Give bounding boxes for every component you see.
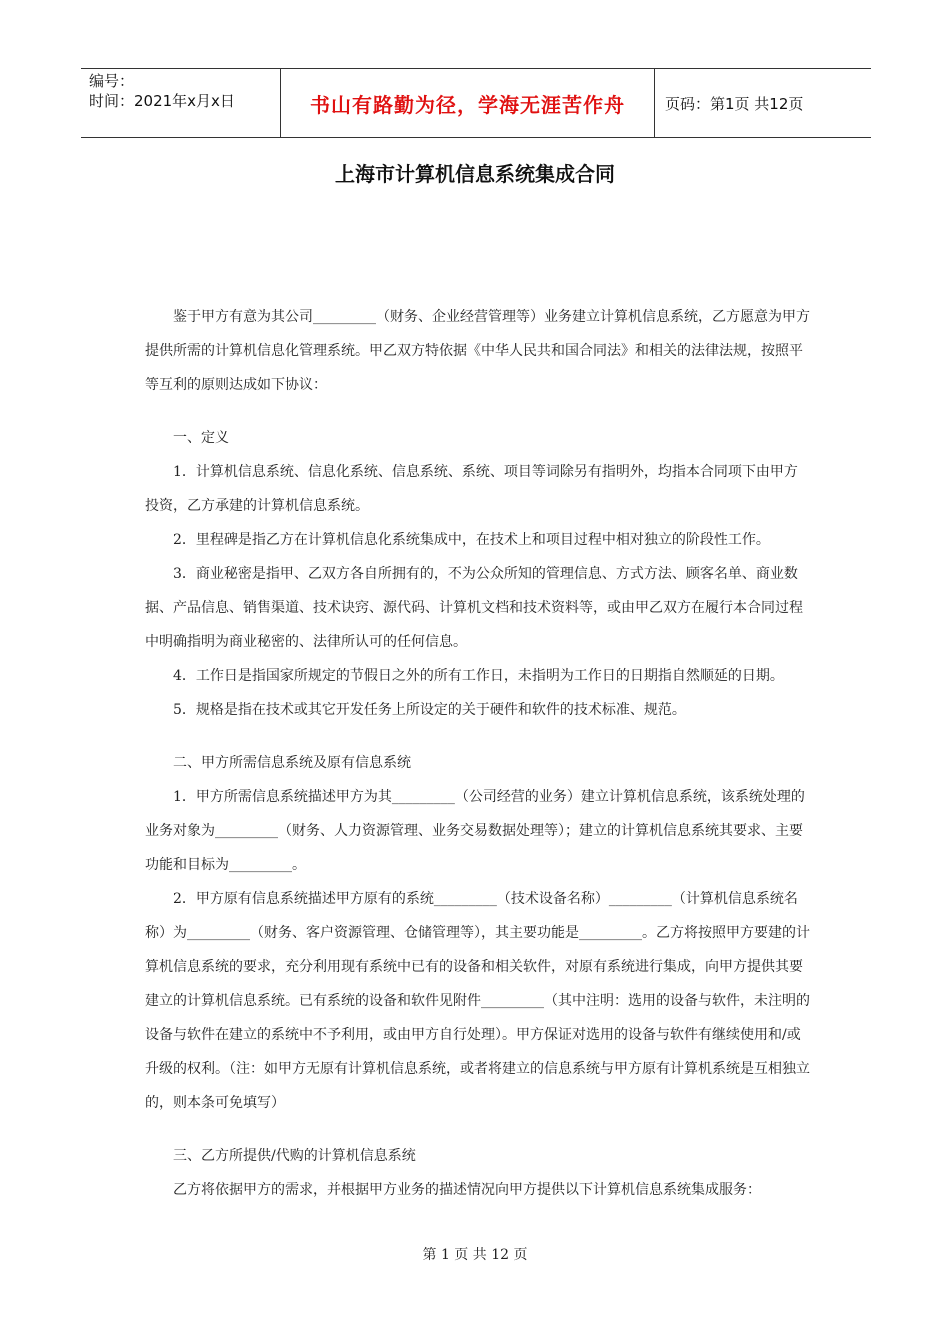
definition-item: 5．规格是指在技术或其它开发任务上所设定的关于硬件和软件的技术标准、规范。 (173, 702, 686, 718)
header-table (81, 68, 871, 138)
definition-item: 3．商业秘密是指甲、乙双方各自所拥有的，不为公众所知的管理信息、方式方法、顾客名单、商业数据、产品信息、销售渠道、技术诀窍、源代码、计算机文档和技术资料等，或由甲乙双方在履行本合同过程中明确指明为商业秘密的、法律所认可的任何信息。 (145, 566, 803, 650)
system-item: 2．甲方原有信息系统描述甲方原有的系统_________（技术设备名称）_________（计算机信息系统名称）为_________（财务、客户资源管理、仓储管理等），其主要功能是_________。乙方将按照甲方要建的计算机信息系统的要求，充分利用现有系统中已有的设备和相关软件，对原有系统进行集成，向甲方提供其要建立的计算机信息系统。已有系统的设备和软件见附件_________（其中注明：选用的设备与软件，未注明的设备与软件在建立的系统中不予利用，或由甲方自行处理）。甲方保证对选用的设备与软件有继续使用和/或升级的权利。（注：如甲方无原有计算机信息系统，或者将建立的信息系统与甲方原有计算机系统是互相独立的，则本条可免填写） (145, 891, 810, 1111)
page-info: 页码：第1页 共12页 (665, 94, 804, 113)
section-heading: 三、乙方所提供/代购的计算机信息系统 (173, 1148, 416, 1164)
section-heading: 一、定义 (173, 430, 229, 446)
header-meta-cell (81, 69, 281, 137)
number-label: 编号： (89, 72, 135, 90)
motto: 书山有路勤为径，学海无涯苦作舟 (281, 69, 655, 137)
definition-item: 2．里程碑是指乙方在计算机信息化系统集成中，在技术上和项目过程中相对独立的阶段性工作。 (173, 532, 770, 548)
document-title: 上海市计算机信息系统集成合同 (335, 162, 615, 186)
system-item: 1．甲方所需信息系统描述甲方为其_________（公司经营的业务）建立计算机信息系统，该系统处理的业务对象为_________（财务、人力资源管理、业务交易数据处理等）；建立的计算机信息系统其要求、主要功能和目标为_________。 (145, 789, 805, 873)
intro-paragraph: 鉴于甲方有意为其公司_________（财务、企业经营管理等）业务建立计算机信息系统，乙方愿意为甲方提供所需的计算机信息化管理系统。甲乙双方特依据《中华人民共和国合同法》和相关的法律法规，按照平等互利的原则达成如下协议： (145, 309, 810, 393)
definition-item: 4．工作日是指国家所规定的节假日之外的所有工作日，未指明为工作日的日期指自然顺延的日期。 (173, 668, 784, 684)
section-heading: 二、甲方所需信息系统及原有信息系统 (173, 755, 411, 771)
page-footer: 第 1 页 共 12 页 (422, 1247, 528, 1263)
time-label: 时间：2021年x月x日 (89, 92, 235, 110)
document-body (145, 300, 810, 1207)
section-paragraph: 乙方将依据甲方的需求，并根据甲方业务的描述情况向甲方提供以下计算机信息系统集成服务： (173, 1182, 761, 1198)
definition-item: 1．计算机信息系统、信息化系统、信息系统、系统、项目等词除另有指明外，均指本合同项下由甲方投资，乙方承建的计算机信息系统。 (145, 464, 798, 514)
